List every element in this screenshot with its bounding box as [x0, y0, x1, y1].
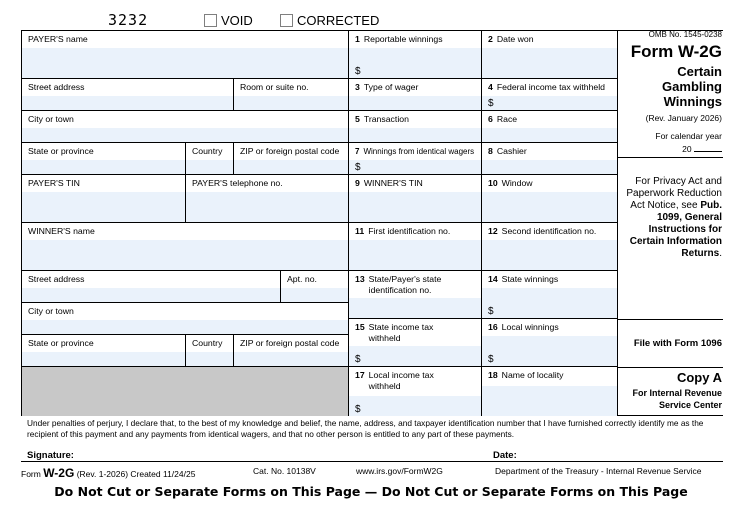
- box-18-field[interactable]: [482, 367, 618, 416]
- winner-city-field[interactable]: [22, 303, 349, 335]
- input-fill: [234, 96, 348, 110]
- box-8-field[interactable]: [482, 143, 618, 175]
- input-fill: [482, 48, 617, 78]
- box-16-label: Local winnings: [501, 322, 559, 332]
- payer-name-field[interactable]: [22, 31, 349, 79]
- input-fill: [22, 288, 280, 302]
- box-4-field[interactable]: [482, 79, 618, 111]
- box-16-field[interactable]: [482, 319, 618, 367]
- input-fill: [482, 288, 617, 318]
- box-12-label: Second identification no.: [501, 226, 597, 236]
- privacy-instructions: , General Instructions for Certain Information Returns: [629, 212, 722, 259]
- box-13-field[interactable]: [349, 271, 482, 319]
- box-number: 14: [488, 274, 498, 284]
- input-fill: [22, 240, 348, 270]
- footer-department: Department of the Treasury - Internal Revenue Service: [495, 466, 702, 476]
- input-fill: [234, 160, 348, 174]
- dollar-sign: $: [488, 98, 494, 109]
- box-9-label: WINNER'S TIN: [363, 178, 423, 188]
- subtitle-line: Certain: [677, 64, 722, 79]
- input-fill: [349, 298, 481, 318]
- box-number: 6: [488, 114, 493, 124]
- input-fill: [482, 386, 617, 416]
- box-3-field[interactable]: [349, 79, 482, 111]
- box-14-field[interactable]: [482, 271, 618, 319]
- payer-city-label: City or town: [28, 114, 74, 124]
- payer-state-label: State or province: [28, 146, 94, 156]
- input-fill: [22, 352, 185, 366]
- input-fill: [482, 96, 617, 110]
- box-number: 8: [488, 146, 493, 156]
- payer-tin-label: PAYER'S TIN: [28, 178, 80, 188]
- input-fill: [482, 160, 617, 174]
- box-number: 16: [488, 322, 498, 332]
- form-grid: [21, 30, 723, 416]
- box-number: 3: [355, 82, 360, 92]
- box-10-label: Window: [501, 178, 533, 188]
- box-7-label: Winnings from identical wagers: [363, 147, 475, 156]
- box-number: 12: [488, 226, 498, 236]
- file-with-1096: File with Form 1096: [633, 338, 722, 349]
- payer-phone-label: PAYER'S telephone no.: [192, 178, 283, 188]
- winner-state-label: State or province: [28, 338, 94, 348]
- box-10-field[interactable]: [482, 175, 618, 223]
- dollar-sign: $: [355, 404, 361, 415]
- privacy-period: .: [719, 248, 722, 259]
- payer-state-field[interactable]: [22, 143, 186, 175]
- dollar-sign: $: [355, 162, 361, 173]
- input-fill: [186, 192, 348, 222]
- payer-room-label: Room or suite no.: [240, 82, 309, 92]
- input-fill: [186, 160, 233, 174]
- shaded-area: [22, 367, 349, 416]
- input-fill: [186, 352, 233, 366]
- box-15-field[interactable]: [349, 319, 482, 367]
- box-number: 10: [488, 178, 498, 188]
- footer-url[interactable]: www.irs.gov/FormW2G: [356, 466, 443, 476]
- box-number: 5: [355, 114, 360, 124]
- payer-country-label: Country: [192, 146, 223, 156]
- input-fill: [234, 352, 348, 366]
- input-fill: [22, 320, 348, 334]
- box-17-field[interactable]: [349, 367, 482, 416]
- input-fill: [349, 240, 481, 270]
- subtitle-line: Gambling: [662, 79, 722, 94]
- input-fill: [349, 128, 481, 142]
- input-fill: [349, 96, 481, 110]
- box-11-field[interactable]: [349, 223, 482, 271]
- payer-city-field[interactable]: [22, 111, 349, 143]
- box-1-field[interactable]: [349, 31, 482, 79]
- dollar-sign: $: [488, 354, 494, 365]
- privacy-text: For Privacy Act and Paperwork Reduction Act Notice, see: [626, 176, 722, 211]
- box-number: 9: [355, 178, 360, 188]
- footer-form-name: W-2G: [43, 466, 75, 480]
- payer-street-field[interactable]: [22, 79, 234, 111]
- payer-phone-field[interactable]: [186, 175, 349, 223]
- input-fill: [482, 128, 617, 142]
- footer-cat-no: Cat. No. 10138V: [253, 466, 316, 476]
- box-number: 15: [355, 322, 365, 332]
- input-fill: [482, 240, 617, 270]
- signature-label: Signature:: [27, 450, 74, 461]
- payer-room-field[interactable]: [234, 79, 349, 111]
- winner-zip-field[interactable]: [234, 335, 349, 367]
- year-prefix: 20: [682, 144, 692, 154]
- payer-tin-field[interactable]: [22, 175, 186, 223]
- payer-zip-field[interactable]: [234, 143, 349, 175]
- box-3-label: Type of wager: [363, 82, 419, 92]
- revision-date: (Rev. January 2026): [645, 113, 722, 123]
- dollar-sign: $: [488, 306, 494, 317]
- winner-apt-label: Apt. no.: [287, 274, 317, 284]
- void-label: VOID: [221, 13, 253, 28]
- input-fill: [281, 288, 348, 302]
- box-12-field[interactable]: [482, 223, 618, 271]
- calendar-year-label: For calendar year: [655, 131, 722, 141]
- input-fill: [22, 128, 348, 142]
- footer-revision: (Rev. 1-2026) Created 11/24/25: [76, 469, 196, 479]
- box-1-label: Reportable winnings: [363, 34, 443, 44]
- box-number: 13: [355, 274, 365, 284]
- box-15-label: State income tax withheld: [368, 322, 434, 343]
- box-7-field[interactable]: [349, 143, 482, 175]
- input-fill: [349, 396, 481, 416]
- box-number: 2: [488, 34, 493, 44]
- winner-state-field[interactable]: [22, 335, 186, 367]
- box-2-field[interactable]: [482, 31, 618, 79]
- box-4-label: Federal income tax withheld: [496, 82, 606, 92]
- box-number: 11: [355, 226, 365, 236]
- input-fill: [22, 96, 233, 110]
- box-13-label: State/Payer's state identification no.: [368, 274, 442, 295]
- input-fill: [482, 336, 617, 366]
- payer-country-field[interactable]: [186, 143, 234, 175]
- box-5-label: Transaction: [363, 114, 409, 124]
- winner-city-label: City or town: [28, 306, 74, 316]
- box-number: 1: [355, 34, 360, 44]
- privacy-pub: Pub. 1099: [656, 200, 722, 223]
- box-8-label: Cashier: [496, 146, 527, 156]
- box-number: 7: [355, 147, 360, 156]
- box-number: 18: [488, 370, 498, 380]
- box-17-label: Local income tax withheld: [368, 370, 434, 391]
- payer-street-label: Street address: [28, 82, 85, 92]
- box-6-label: Race: [496, 114, 518, 124]
- box-2-label: Date won: [496, 34, 534, 44]
- input-fill: [349, 160, 481, 174]
- box-number: 4: [488, 82, 493, 92]
- corrected-label: CORRECTED: [297, 13, 380, 28]
- copy-for: For Internal Revenue Service Center: [632, 388, 722, 410]
- void-checkbox[interactable]: [204, 14, 217, 27]
- box-11-label: First identification no.: [368, 226, 451, 236]
- box-6-field[interactable]: [482, 111, 618, 143]
- input-fill: [482, 192, 617, 222]
- footer-form-id: [21, 466, 195, 480]
- input-fill: [349, 346, 481, 366]
- box-14-label: State winnings: [501, 274, 559, 284]
- signature-line[interactable]: [21, 448, 723, 462]
- input-fill: [349, 192, 481, 222]
- dollar-sign: $: [355, 66, 361, 77]
- input-fill: [22, 192, 185, 222]
- form-title: Form W-2G: [630, 42, 722, 61]
- box-9-field[interactable]: [349, 175, 482, 223]
- subtitle-line: Winnings: [663, 94, 722, 109]
- dollar-sign: $: [355, 354, 361, 365]
- winner-name-label: WINNER'S name: [28, 226, 95, 236]
- copy-label: Copy A: [676, 370, 722, 385]
- form-code: 3232: [108, 11, 149, 29]
- omb-number: OMB No. 1545-0238: [648, 30, 722, 39]
- input-fill: [349, 48, 481, 78]
- winner-zip-label: ZIP or foreign postal code: [240, 338, 340, 348]
- winner-street-label: Street address: [28, 274, 85, 284]
- winner-name-field[interactable]: [22, 223, 349, 271]
- payer-zip-label: ZIP or foreign postal code: [240, 146, 340, 156]
- corrected-checkbox[interactable]: [280, 14, 293, 27]
- perjury-statement: Under penalties of perjury, I declare that, to the best of my knowledge and belief, the name, address, and taxpayer identification number that I have furnished correctly identify me as the recipient of this payment and any payments from identical wagers, and that no other person is entitled to any part of these payments.: [27, 418, 704, 439]
- winner-country-label: Country: [192, 338, 223, 348]
- box-5-field[interactable]: [349, 111, 482, 143]
- box-18-label: Name of locality: [501, 370, 564, 380]
- box-number: 17: [355, 370, 365, 380]
- winner-apt-field[interactable]: [281, 271, 349, 303]
- input-fill: [22, 160, 185, 174]
- do-not-cut-notice: Do Not Cut or Separate Forms on This Page — Do Not Cut or Separate Forms on This Page: [54, 484, 688, 499]
- date-label: Date:: [493, 450, 517, 461]
- input-fill: [22, 48, 348, 78]
- winner-street-field[interactable]: [22, 271, 281, 303]
- payer-name-label: PAYER'S name: [28, 34, 88, 44]
- winner-country-field[interactable]: [186, 335, 234, 367]
- footer-form-word: Form: [21, 469, 41, 479]
